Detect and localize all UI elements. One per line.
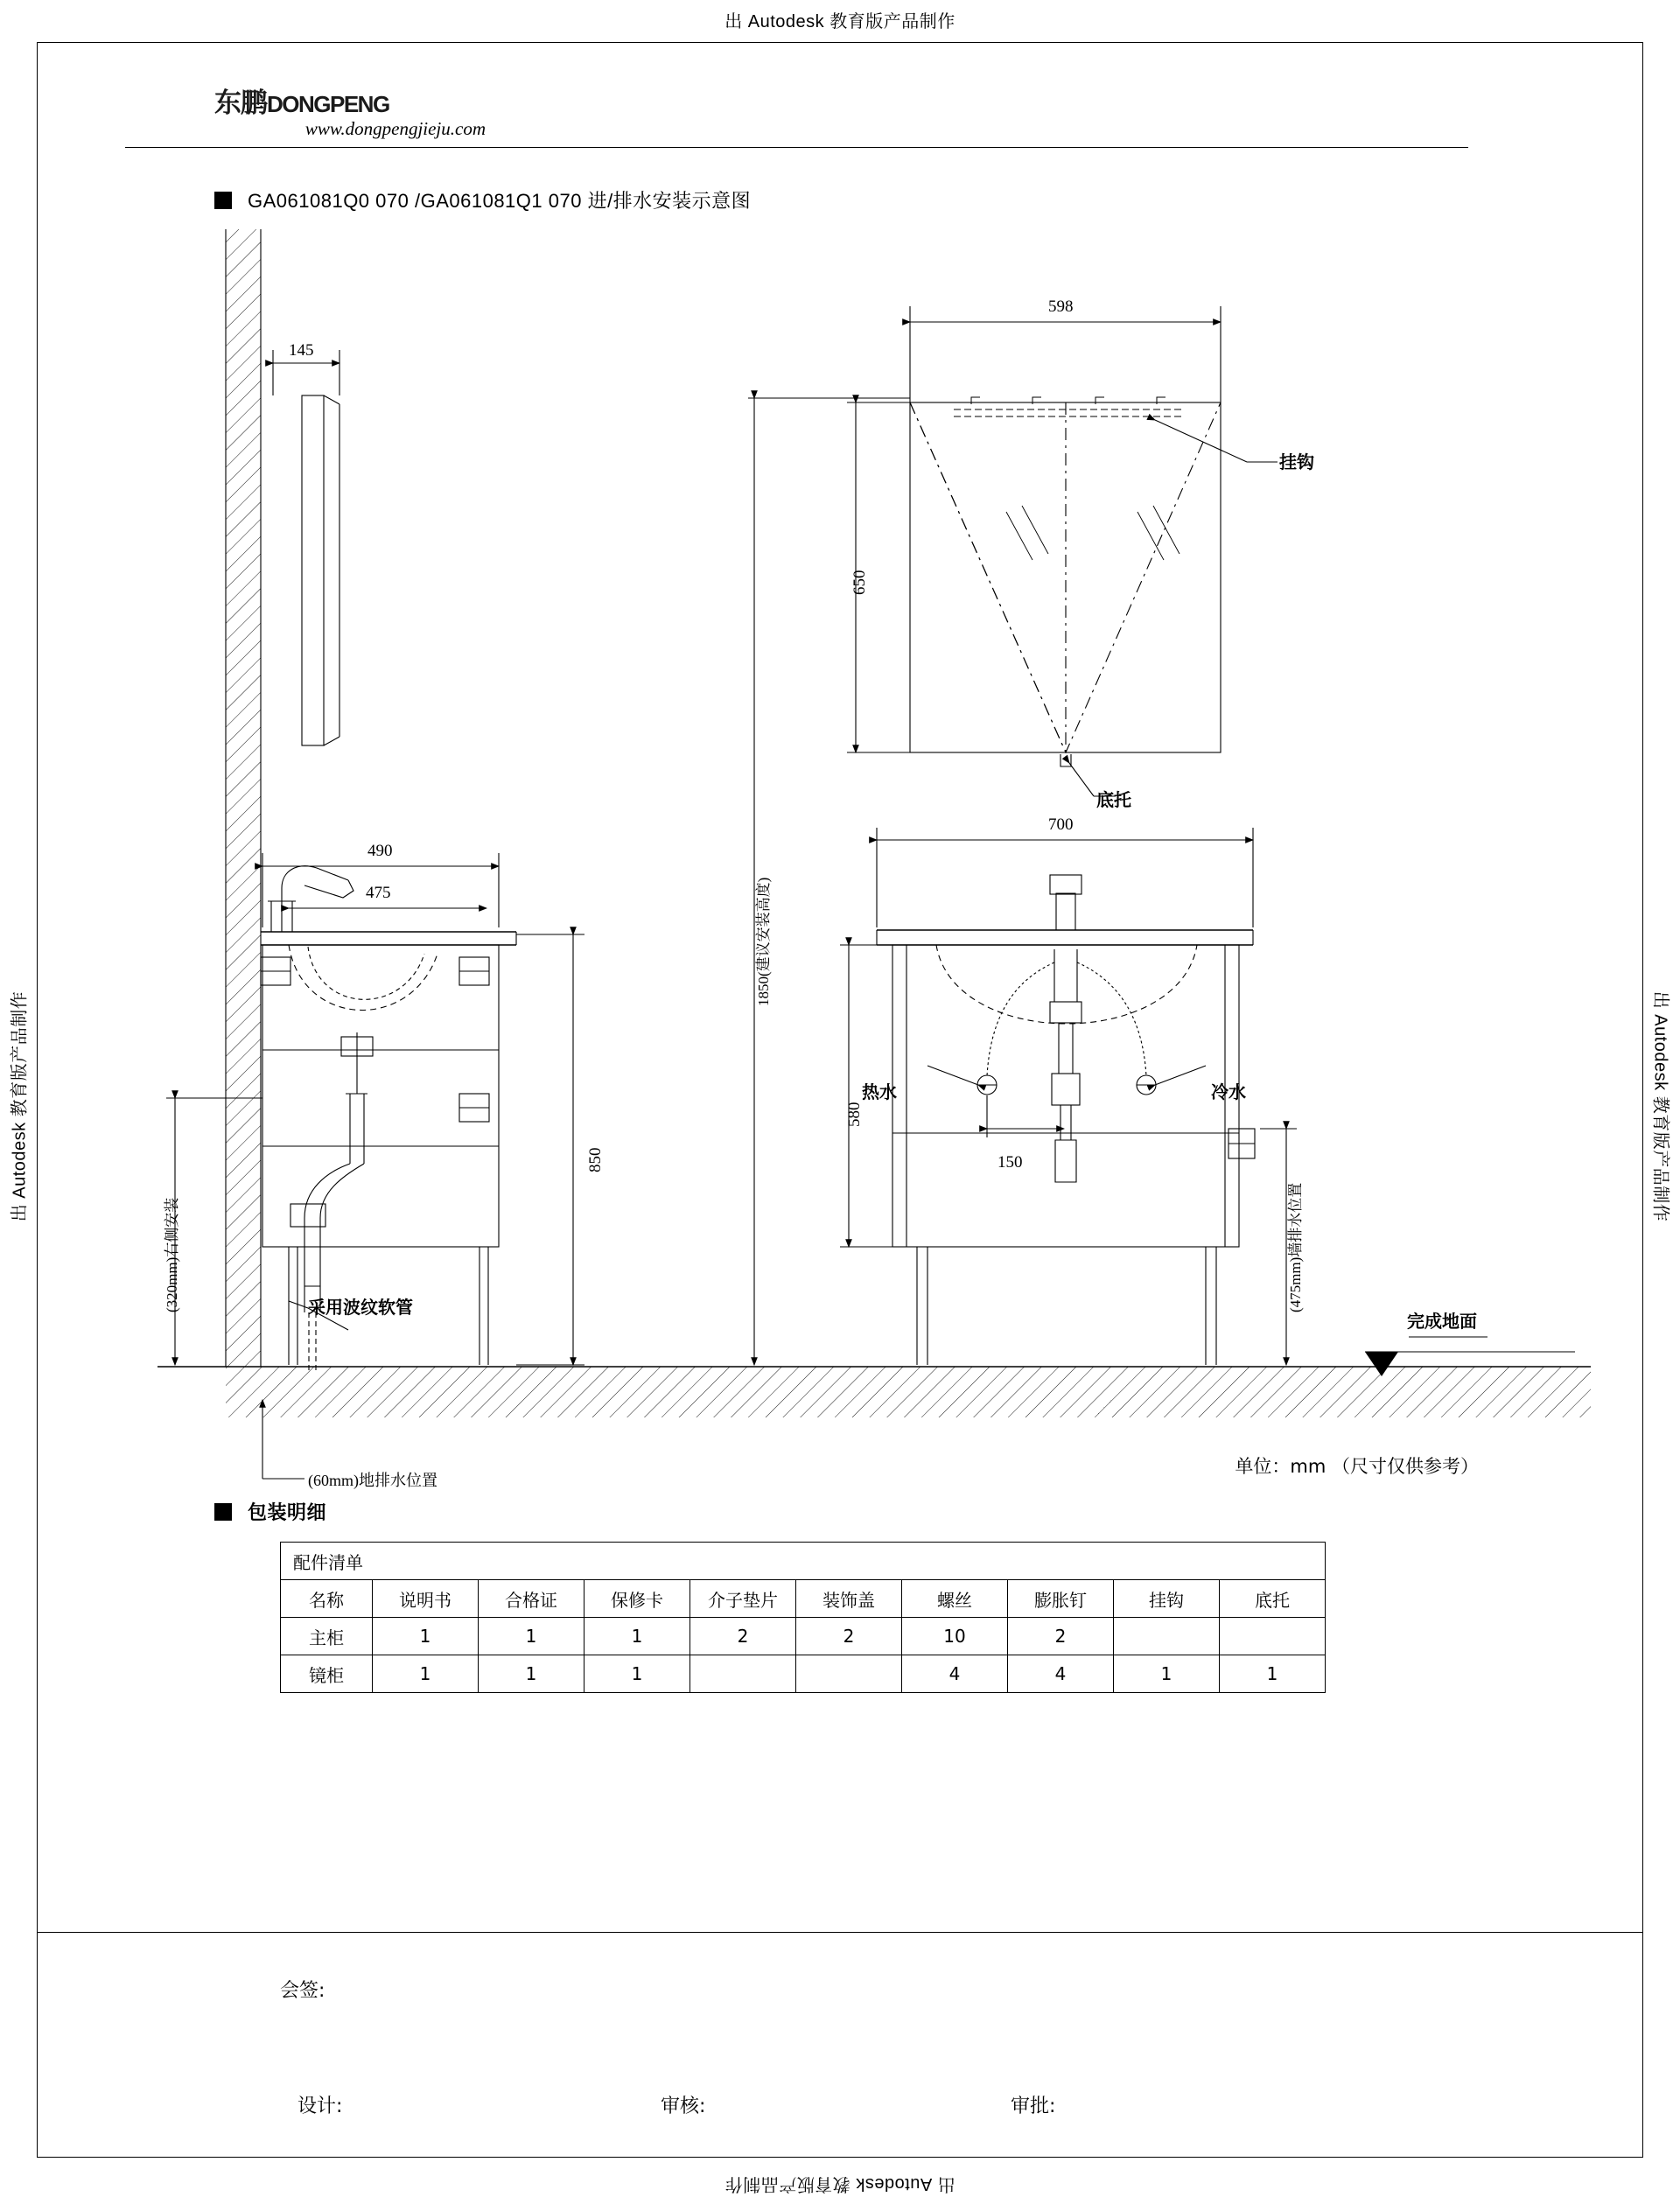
unit-note: 单位：mm （尺寸仅供参考） [1235,1456,1479,1477]
th-manual: 说明书 [373,1580,479,1618]
brand-logo [214,80,398,117]
th-decor-cap: 装饰盖 [796,1580,902,1618]
dim-475: 475 [366,884,391,902]
cell-main-hook [1114,1618,1220,1655]
cell-main-washer: 2 [690,1618,796,1655]
cell-main-bracket [1220,1618,1326,1655]
footer-approve: 审批: [1011,2096,1056,2117]
cell-mirror-screw: 4 [902,1655,1008,1693]
cell-mirror-warranty: 1 [584,1655,690,1693]
watermark-bottom [0,2173,1680,2199]
brand-logo-cn: 东鹏 [214,87,267,119]
callout-bottom-bracket: 底托 [1096,789,1131,810]
dim-145: 145 [289,341,314,360]
callout-cold-water: 冷水 [1211,1081,1246,1102]
cell-mirror-certificate: 1 [479,1655,584,1693]
cell-mirror-washer [690,1655,796,1693]
cell-mirror-manual: 1 [373,1655,479,1693]
dim-598: 598 [1048,297,1074,316]
table-caption-row [281,1543,1326,1580]
callout-hook: 挂钩 [1279,451,1314,472]
watermark-right [1650,923,1676,1291]
dim-850: 850 [586,1147,605,1172]
page-border [37,42,1643,2158]
cell-main-certificate: 1 [479,1618,584,1655]
dim-60-floor-drain: (60mm)地排水位置 [308,1472,438,1489]
cell-main-warranty: 1 [584,1618,690,1655]
th-washer: 介子垫片 [690,1580,796,1618]
cell-mirror-decor-cap [796,1655,902,1693]
watermark-left [5,923,31,1291]
parts-table-caption: 配件清单 [281,1543,1326,1580]
th-certificate: 合格证 [479,1580,584,1618]
brand-logo-en: DONGPENG [267,91,389,117]
section-packing-title [214,1498,326,1525]
footer-countersign: 会签: [280,1980,326,2002]
th-bottom-bracket: 底托 [1220,1580,1326,1618]
footer-divider [38,1932,1642,1933]
table-row [281,1655,1326,1693]
dim-650: 650 [850,570,869,595]
table-row [281,1618,1326,1655]
footer-design: 设计: [298,2096,343,2117]
section-drawing-title [214,186,751,213]
cell-main-screw: 10 [902,1618,1008,1655]
parts-table [280,1542,1326,1693]
callout-finished-floor: 完成地面 [1407,1311,1477,1332]
row-mirror-cabinet-name: 镜柜 [281,1655,373,1693]
dim-320-right-install: (320mm)右侧安装 [164,1197,180,1312]
th-hook: 挂钩 [1114,1580,1220,1618]
cell-main-decor-cap: 2 [796,1618,902,1655]
cell-mirror-hook: 1 [1114,1655,1220,1693]
dim-150: 150 [998,1153,1023,1172]
cell-main-manual: 1 [373,1618,479,1655]
section-drawing-title-text: GA061081Q0 070 /GA061081Q1 070 进/排水安装示意图 [248,190,752,212]
header-rule [125,147,1468,148]
cell-mirror-bracket: 1 [1220,1655,1326,1693]
th-name: 名称 [281,1580,373,1618]
callout-corrugated-hose: 采用波纹软管 [308,1297,413,1318]
cell-mirror-expansion: 4 [1008,1655,1114,1693]
dim-700: 700 [1048,815,1074,834]
cell-main-expansion: 2 [1008,1618,1114,1655]
footer-review: 审核: [661,2096,706,2117]
dim-475-wall-drain: (475mm)墙排水位置 [1287,1182,1304,1312]
dim-490: 490 [368,842,393,860]
square-bullet-icon [214,1503,232,1521]
section-packing-title-text: 包装明细 [248,1502,327,1524]
watermark-top-text: 出 Autodesk 教育版产品制作 [724,12,956,31]
row-main-cabinet-name: 主柜 [281,1618,373,1655]
table-header-row [281,1580,1326,1618]
th-screw: 螺丝 [902,1580,1008,1618]
watermark-right-text: 出 Autodesk 教育版产品制作 [1650,990,1670,1222]
watermark-top [0,7,1680,32]
watermark-left-text: 出 Autodesk 教育版产品制作 [10,990,30,1222]
th-warranty-card: 保修卡 [584,1580,690,1618]
website-url: www.dongpengjieju.com [304,118,486,139]
square-bullet-icon [214,192,232,209]
watermark-bottom-text: 出 Autodesk 教育版产品制作 [724,2174,956,2194]
dim-580: 580 [845,1102,864,1127]
callout-hot-water: 热水 [862,1081,897,1102]
th-expansion-bolt: 膨胀钉 [1008,1580,1114,1618]
dim-1850-install-height: 1850(建议安装高度) [755,877,772,1006]
